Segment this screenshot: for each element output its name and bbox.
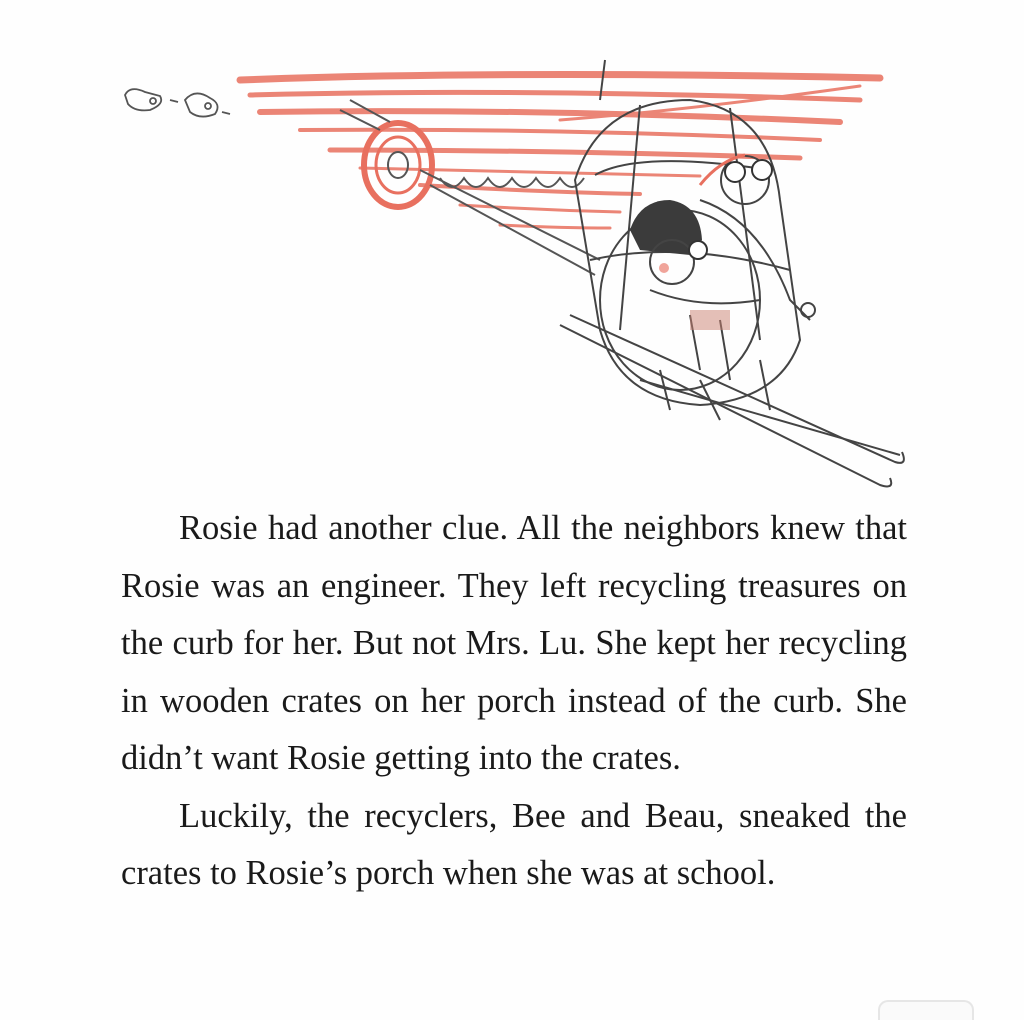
bird-icon: [125, 89, 230, 116]
story-paragraph: Rosie had another clue. All the neighbors knew that Rosie was an engineer. They left recycling treasures on the curb for her. But not Mrs. Lu. She kept her recycling in wooden crates on her porch instead of the curb. She didn’t want Rosie getting into the crates.: [121, 509, 907, 777]
pilot-figures: [630, 155, 815, 380]
tail-rotor: [364, 123, 432, 207]
story-text: [121, 500, 907, 903]
helicopter-illustration: [0, 0, 1024, 500]
page-corner-tab: [878, 1000, 974, 1020]
rotor-blur: [240, 74, 880, 228]
story-paragraph: Luckily, the recyclers, Bee and Beau, sneaked the crates to Rosie’s porch when she was at school.: [121, 796, 907, 892]
